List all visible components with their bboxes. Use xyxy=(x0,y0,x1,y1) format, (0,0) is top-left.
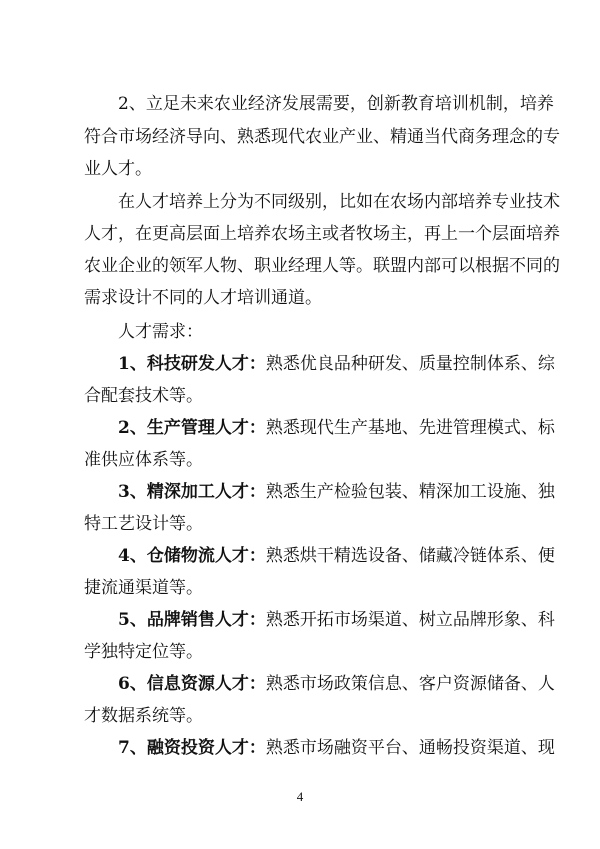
para2-line4: 需求设计不同的人才培训通道。 xyxy=(84,288,322,308)
para1-line3: 业人才。 xyxy=(84,159,152,179)
item-3-title: 3、精深加工人才： xyxy=(118,482,266,502)
item-3-line1 xyxy=(118,482,555,502)
page-number: 4 xyxy=(296,789,304,804)
item-1-line2: 合配套技术等。 xyxy=(84,386,203,406)
item-5-text: 熟悉开拓市场渠道、树立品牌形象、科 xyxy=(265,610,555,630)
para2-line3: 农业企业的领军人物、职业经理人等。联盟内部可以根据不同的 xyxy=(84,256,560,276)
item-3-text: 熟悉生产检验包装、精深加工设施、独 xyxy=(265,482,555,502)
item-4-line2: 捷流通渠道等。 xyxy=(84,578,203,598)
para1-line1: 2、立足未来农业经济发展需要，创新教育培训机制，培养 xyxy=(118,94,554,114)
item-1-line1 xyxy=(118,354,555,374)
item-4-line1 xyxy=(118,546,555,566)
item-1-title: 1、科技研发人才： xyxy=(118,354,266,374)
item-2-line1 xyxy=(118,418,555,438)
item-5-line1 xyxy=(118,610,555,630)
item-2-title: 2、生产管理人才： xyxy=(118,418,266,438)
item-5-line2: 学独特定位等。 xyxy=(84,642,203,662)
item-3-line2: 特工艺设计等。 xyxy=(84,514,203,534)
item-6-line2: 才数据系统等。 xyxy=(84,706,203,726)
needs-heading: 人才需求： xyxy=(118,322,203,342)
para1-line2: 符合市场经济导向、熟悉现代农业产业、精通当代商务理念的专 xyxy=(84,127,560,147)
item-2-line2: 准供应体系等。 xyxy=(84,450,203,470)
item-6-text: 熟悉市场政策信息、客户资源储备、人 xyxy=(265,674,555,694)
item-5-title: 5、品牌销售人才： xyxy=(118,610,266,630)
item-4-title: 4、仓储物流人才： xyxy=(118,546,266,566)
item-7-line1 xyxy=(118,738,555,758)
item-6-title: 6、信息资源人才： xyxy=(118,674,266,694)
item-7-title: 7、融资投资人才： xyxy=(118,738,266,758)
item-6-line1 xyxy=(118,674,555,694)
para2-line1: 在人才培养上分为不同级别，比如在农场内部培养专业技术 xyxy=(118,192,560,212)
para2-line2: 人才，在更高层面上培养农场主或者牧场主，再上一个层面培养 xyxy=(84,224,560,244)
item-4-text: 熟悉烘干精选设备、储藏冷链体系、便 xyxy=(265,546,555,566)
item-1-text: 熟悉优良品种研发、质量控制体系、综 xyxy=(265,354,555,374)
item-7-text: 熟悉市场融资平台、通畅投资渠道、现 xyxy=(265,738,555,758)
item-2-text: 熟悉现代生产基地、先进管理模式、标 xyxy=(265,418,555,438)
